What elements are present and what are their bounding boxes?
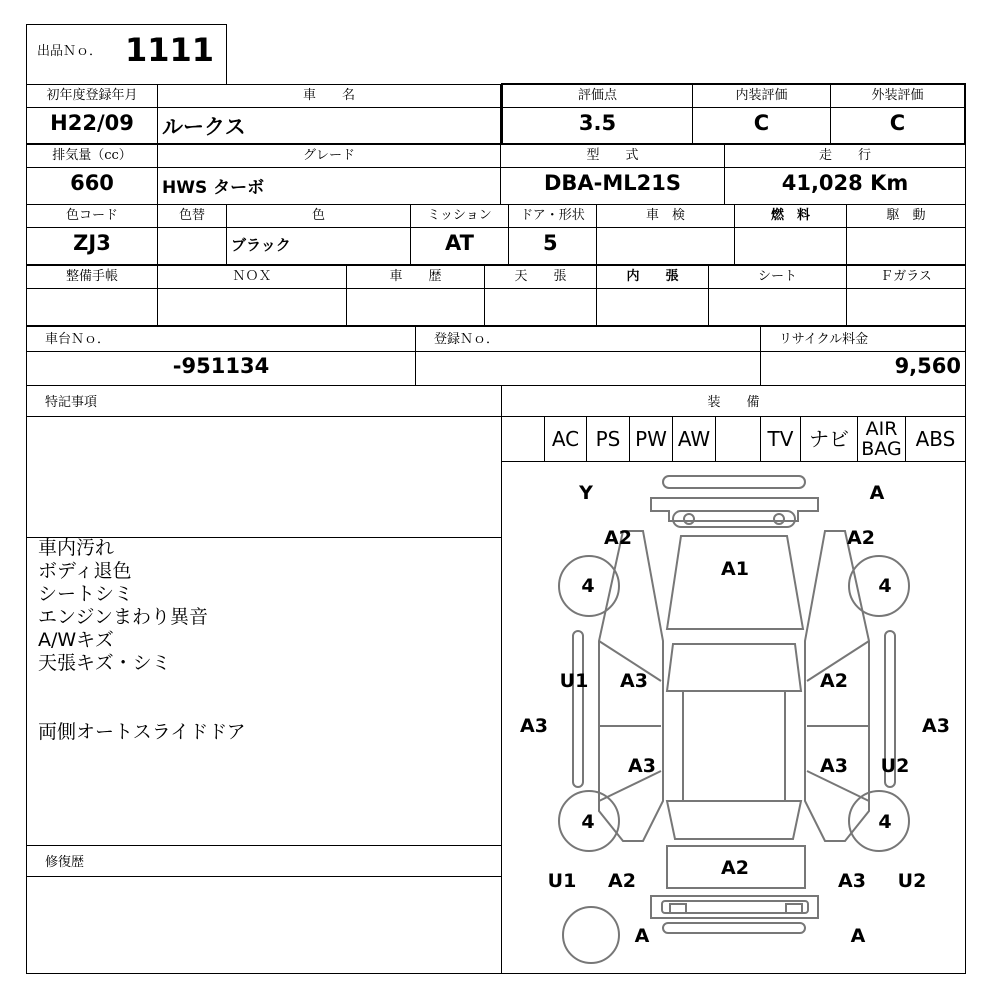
rear-bumper-shape — [651, 896, 818, 918]
roof-lining-label: 天 張 — [514, 269, 567, 284]
recycle-fee-value: 9,560 — [894, 354, 961, 378]
grade-cell — [157, 144, 501, 205]
displacement-cell — [26, 144, 158, 205]
color-code-cell — [26, 204, 158, 265]
mark-side-right: A3 — [922, 715, 950, 737]
mark-rear-left-outer: U1 — [547, 870, 577, 892]
mark-rear-tire-right: 4 — [878, 811, 892, 833]
repaint-label: 色替 — [178, 208, 205, 223]
rear-window-shape — [667, 801, 801, 839]
mark-hood: A1 — [721, 558, 749, 580]
mileage-value: 41,028 Km — [781, 171, 909, 195]
seat-label: シート — [757, 269, 797, 284]
note-line: A/Wキズ — [38, 629, 114, 651]
mark-front-tire-left: 4 — [581, 575, 595, 597]
displacement-label: 排気量（cc） — [52, 148, 132, 163]
exterior-rating-label: 外装評価 — [871, 88, 924, 103]
fuel-cell — [734, 204, 847, 265]
mark-front-door-right: A2 — [820, 670, 848, 692]
front-grille-inner — [673, 511, 795, 527]
color-value: ブラック — [231, 236, 291, 254]
grade-value: HWS ターボ — [162, 178, 265, 198]
registration-number-cell — [415, 326, 761, 386]
mark-front-tire-right: 4 — [878, 575, 892, 597]
note-line: 車内汚れ — [38, 537, 115, 559]
front-grille-shape — [651, 498, 818, 521]
displacement-value: 660 — [70, 171, 114, 195]
chassis-number-cell — [26, 326, 416, 386]
mark-front-door-left: A3 — [620, 670, 648, 692]
mark-front-right: A — [869, 482, 885, 504]
roof-shape — [683, 691, 785, 801]
equipment-item-ac: AC — [545, 417, 587, 461]
drive-cell — [846, 204, 966, 265]
left-door-lines — [599, 641, 661, 801]
mark-front-left: Y — [579, 482, 593, 504]
inspection-label: 車 検 — [645, 208, 685, 223]
lot-number-value: 1111 — [125, 31, 215, 69]
model-code-label: 型 式 — [586, 148, 639, 163]
mileage-label: 走 行 — [818, 148, 871, 163]
repaint-cell — [157, 204, 227, 265]
score-label: 評価点 — [577, 88, 617, 103]
left-rocker-shape — [573, 631, 583, 787]
inspection-cell — [596, 204, 735, 265]
repair-history-label: 修復歴 — [45, 855, 85, 870]
equipment-item-pw: PW — [630, 417, 673, 461]
vehicle-history-label: 車 歴 — [389, 269, 442, 284]
mark-rear-tire-left: 4 — [581, 811, 595, 833]
registration-number-label: 登録Ｎｏ． — [434, 332, 500, 347]
equipment-item-navi: ナビ — [801, 417, 858, 461]
note-line: エンジンまわり異音 — [38, 606, 209, 628]
front-bumper-shape — [663, 476, 805, 488]
interior-rating-cell — [693, 85, 831, 143]
front-glass-cell — [846, 265, 966, 326]
mark-pillar-left: U1 — [559, 670, 589, 692]
mark-rear-door-left: A3 — [628, 755, 656, 777]
interior-rating-label: 内装評価 — [735, 88, 788, 103]
car-name-label: 車 名 — [302, 88, 355, 103]
doors-label: ドア・形状 — [520, 208, 585, 223]
equipment-item — [716, 417, 761, 461]
repair-history-section — [26, 845, 502, 974]
grade-label: グレード — [302, 148, 355, 163]
mark-front-fender-right: A2 — [847, 527, 875, 549]
equipment-label: 装 備 — [707, 395, 760, 410]
maintenance-record-label: 整備手帳 — [65, 269, 118, 284]
recycle-fee-label: リサイクル料金 — [779, 332, 869, 347]
damage-diagram-section — [501, 461, 966, 974]
car-name-cell — [157, 84, 501, 144]
nox-label: ＮＯＸ — [232, 269, 272, 284]
fuel-label: 燃 料 — [770, 208, 810, 223]
lot-number-box — [26, 24, 227, 85]
interior-trim-cell — [596, 265, 709, 326]
equipment-item — [502, 417, 545, 461]
equipment-item-aw: AW — [673, 417, 716, 461]
roof-lining-cell — [484, 265, 597, 326]
lot-number-label: 出品Ｎｏ． — [37, 44, 103, 59]
note-line: 天張キズ・シミ — [38, 652, 171, 674]
car-name-value: ルークス — [162, 115, 246, 139]
mark-rear-bumper-right: A — [850, 925, 866, 947]
exterior-rating-cell — [831, 85, 964, 143]
score-value: 3.5 — [578, 111, 617, 135]
equipment-item-tv: TV — [761, 417, 801, 461]
color-label: 色 — [311, 208, 325, 223]
doors-value: 5 — [543, 231, 558, 255]
chassis-number-value: -951134 — [172, 354, 270, 378]
recycle-fee-cell — [760, 326, 966, 386]
first-registration-cell — [26, 84, 158, 144]
score-cell — [503, 85, 693, 143]
note-line: シートシミ — [38, 583, 134, 605]
notes-list — [38, 537, 246, 744]
mark-rear-door-right: A3 — [820, 755, 848, 777]
hood-shape — [667, 536, 803, 629]
model-code-value: DBA-ML21S — [543, 171, 682, 195]
mark-side-left: A3 — [520, 715, 548, 737]
interior-rating-value: C — [753, 111, 770, 135]
spare-tire-shape — [563, 907, 619, 963]
interior-trim-label: 内 張 — [626, 269, 679, 284]
equipment-item-airbag: AIR BAG — [858, 417, 906, 461]
mark-rocker-right: U2 — [880, 755, 910, 777]
right-door-lines — [807, 641, 869, 801]
first-registration-value: H22/09 — [50, 111, 134, 135]
mark-rear-right-outer: U2 — [897, 870, 927, 892]
mileage-cell — [724, 144, 966, 205]
color-cell — [226, 204, 411, 265]
note-line: 両側オートスライドドア — [38, 721, 246, 743]
nox-cell — [157, 265, 347, 326]
mark-rear-fender-right: A3 — [838, 870, 866, 892]
vehicle-history-cell — [346, 265, 485, 326]
equipment-section — [501, 385, 966, 462]
front-glass-label: Ｆガラス — [880, 269, 932, 284]
seat-cell — [708, 265, 847, 326]
color-code-value: ZJ3 — [73, 231, 111, 255]
transmission-label: ミッション — [427, 208, 492, 223]
windshield-shape — [667, 644, 801, 691]
model-code-cell — [500, 144, 725, 205]
mark-front-fender-left: A2 — [604, 527, 632, 549]
maintenance-record-cell — [26, 265, 158, 326]
equipment-item-ps: PS — [587, 417, 630, 461]
note-line — [38, 675, 246, 721]
exterior-rating-value: C — [889, 111, 906, 135]
notes-label: 特記事項 — [45, 395, 98, 410]
drive-label: 駆 動 — [886, 208, 926, 223]
equipment-row — [502, 417, 965, 461]
mark-rear-fender-left: A2 — [608, 870, 636, 892]
mark-rear-bumper-left: A — [634, 925, 650, 947]
first-registration-label: 初年度登録年月 — [46, 88, 138, 103]
car-diagram — [502, 462, 966, 974]
mark-trunk: A2 — [721, 857, 749, 879]
color-code-label: 色コード — [65, 208, 118, 223]
equipment-item-abs: ABS — [915, 427, 956, 451]
transmission-value: AT — [445, 231, 474, 255]
chassis-number-label: 車台Ｎｏ． — [45, 332, 111, 347]
doors-cell — [508, 204, 597, 265]
rating-block — [501, 83, 966, 145]
note-line: ボディ退色 — [38, 560, 132, 582]
transmission-cell — [410, 204, 509, 265]
